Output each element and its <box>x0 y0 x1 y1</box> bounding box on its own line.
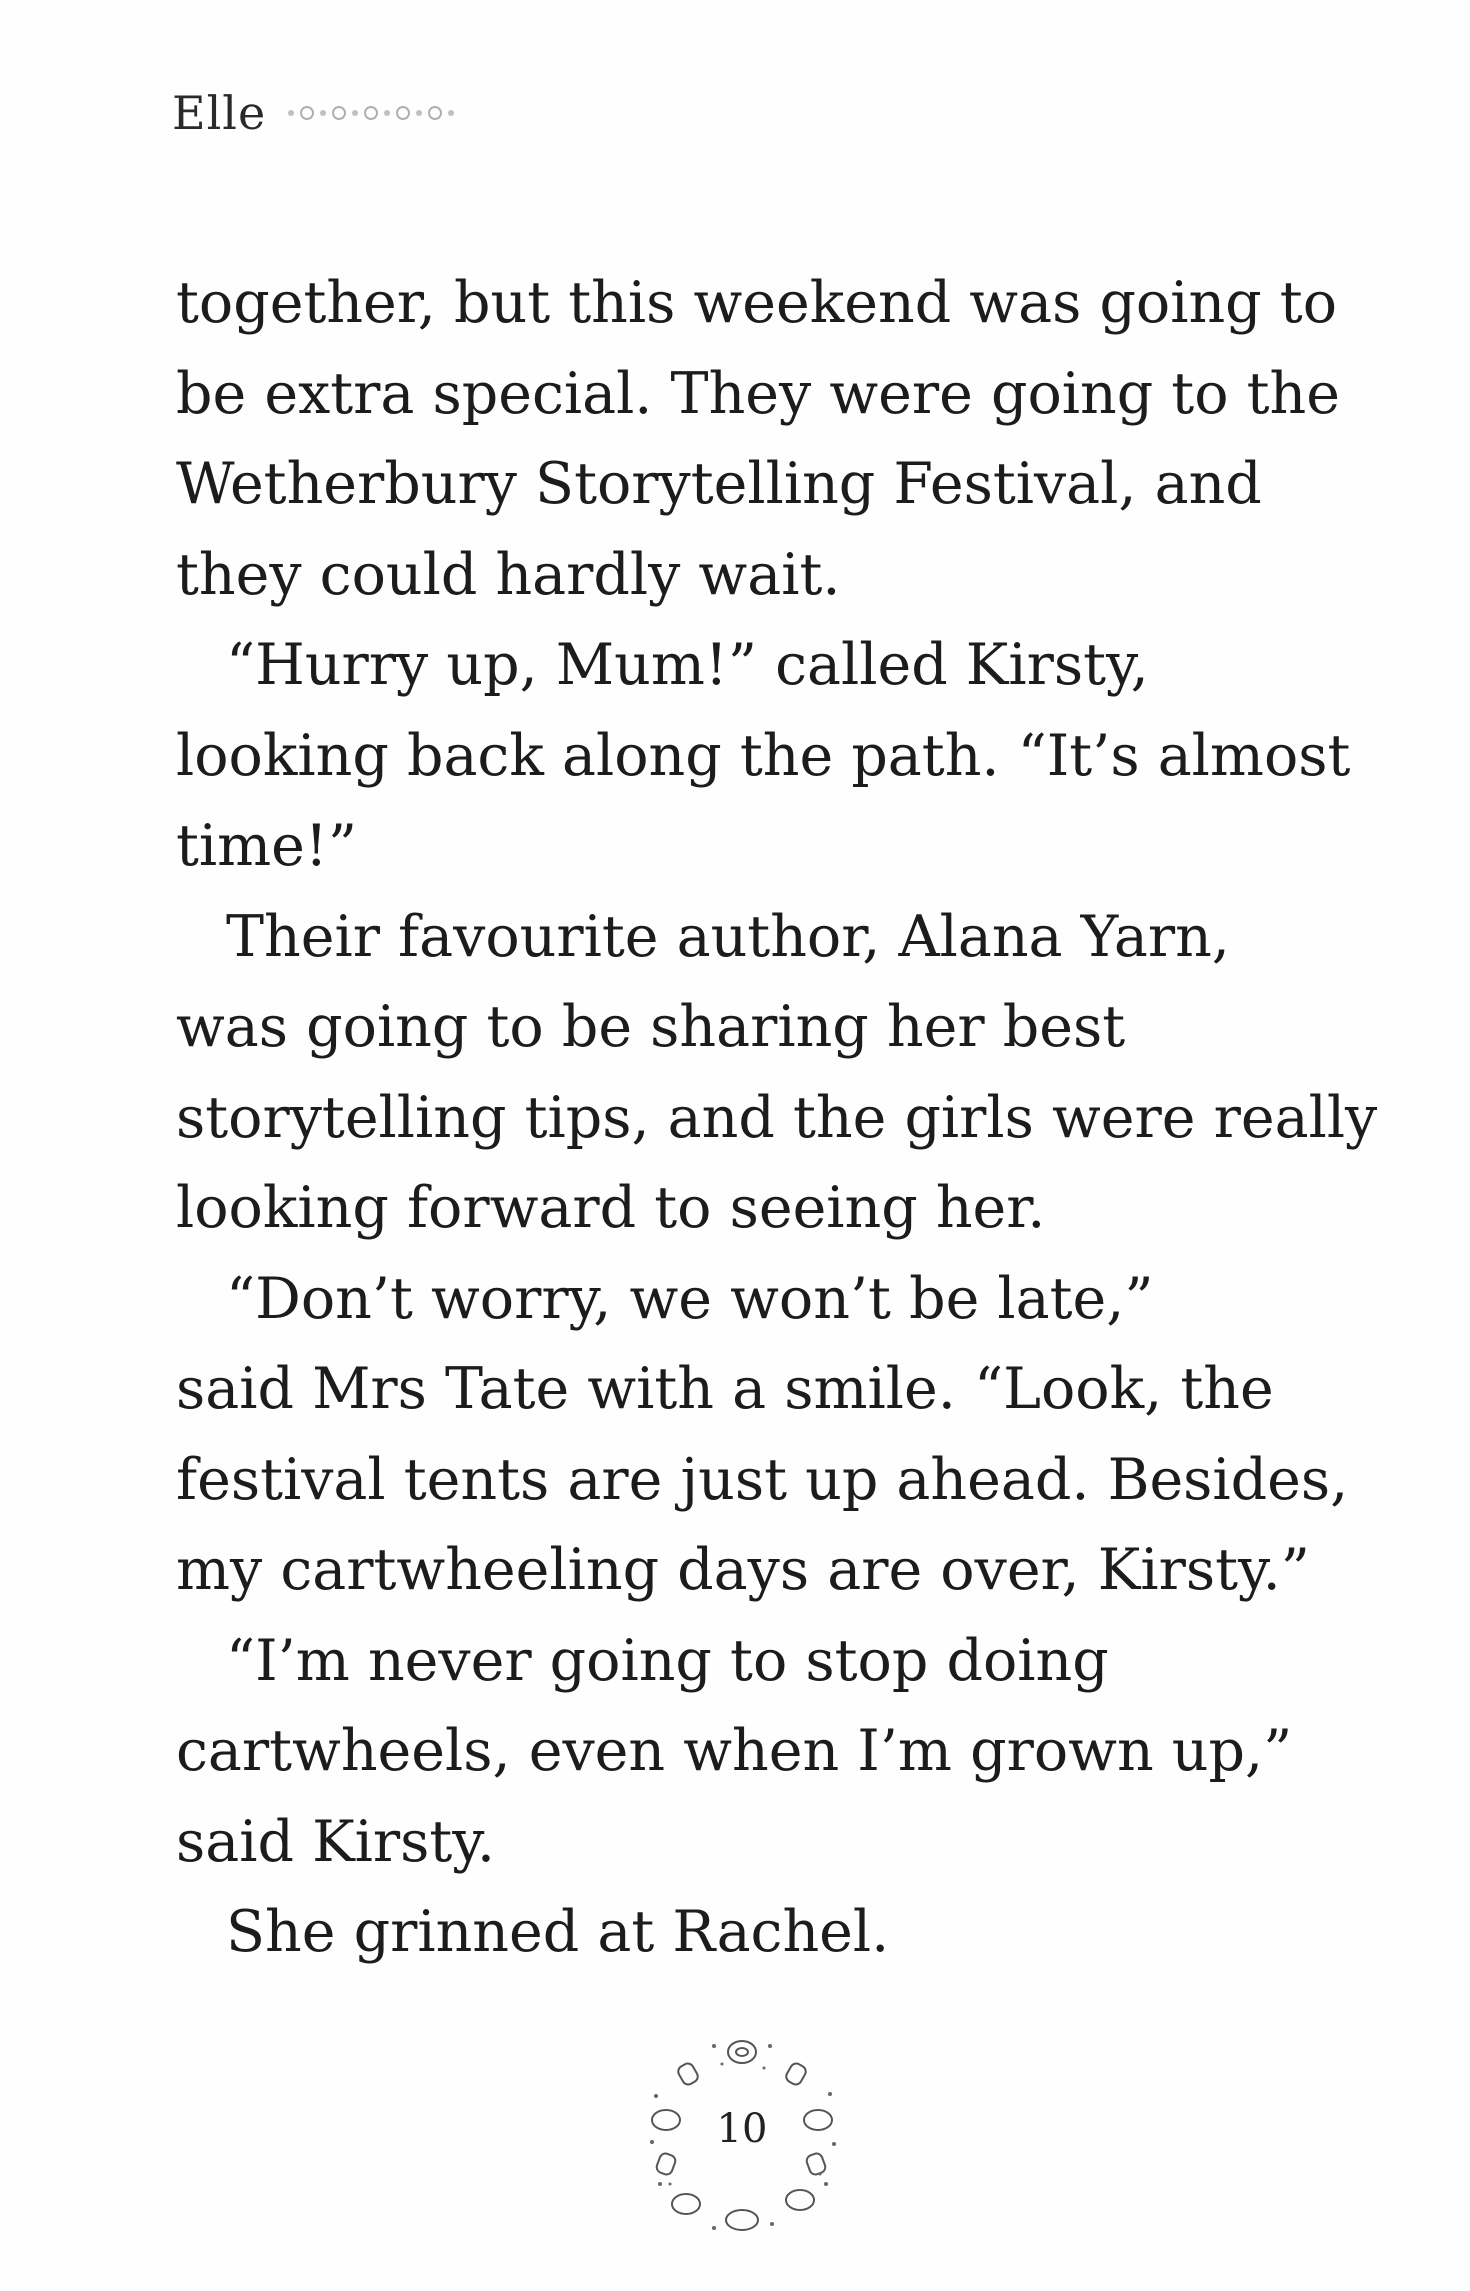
running-header <box>172 78 454 148</box>
running-head-title: Elle <box>172 86 267 140</box>
text-line: time!” <box>176 813 357 879</box>
text-line: said Kirsty. <box>176 1808 496 1875</box>
text-line: looking forward to seeing her. <box>176 1175 1046 1241</box>
text-line: said Mrs Tate with a smile. “Look, the <box>176 1356 1274 1422</box>
text-line: festival tents are just up ahead. Besides, <box>176 1446 1349 1513</box>
text-line: Their favourite author, Alana Yarn, <box>226 903 1230 970</box>
text-line: “Don’t worry, we won’t be late,” <box>226 1265 1154 1332</box>
text-line: together, but this weekend was going to <box>176 270 1338 336</box>
text-line: “I’m never going to stop doing <box>226 1627 1109 1694</box>
body-text <box>176 258 1378 1978</box>
text-line: Wetherbury Storytelling Festival, and <box>176 451 1262 517</box>
header-ornament-icon <box>288 106 454 120</box>
text-line: be extra special. They were going to the <box>176 360 1340 427</box>
text-line: they could hardly wait. <box>176 541 841 608</box>
text-line: storytelling tips, and the girls were really <box>176 1084 1378 1151</box>
page-number: 10 <box>716 2106 768 2152</box>
text-line: looking back along the path. “It’s almost <box>176 722 1351 789</box>
text-line: my cartwheeling days are over, Kirsty.” <box>176 1537 1310 1603</box>
text-line: cartwheels, even when I’m grown up,” <box>176 1718 1293 1784</box>
text-line: She grinned at Rachel. <box>226 1899 890 1965</box>
text-line: was going to be sharing her best <box>176 994 1126 1060</box>
text-line: “Hurry up, Mum!” called Kirsty, <box>226 632 1149 698</box>
folio <box>630 2024 854 2248</box>
